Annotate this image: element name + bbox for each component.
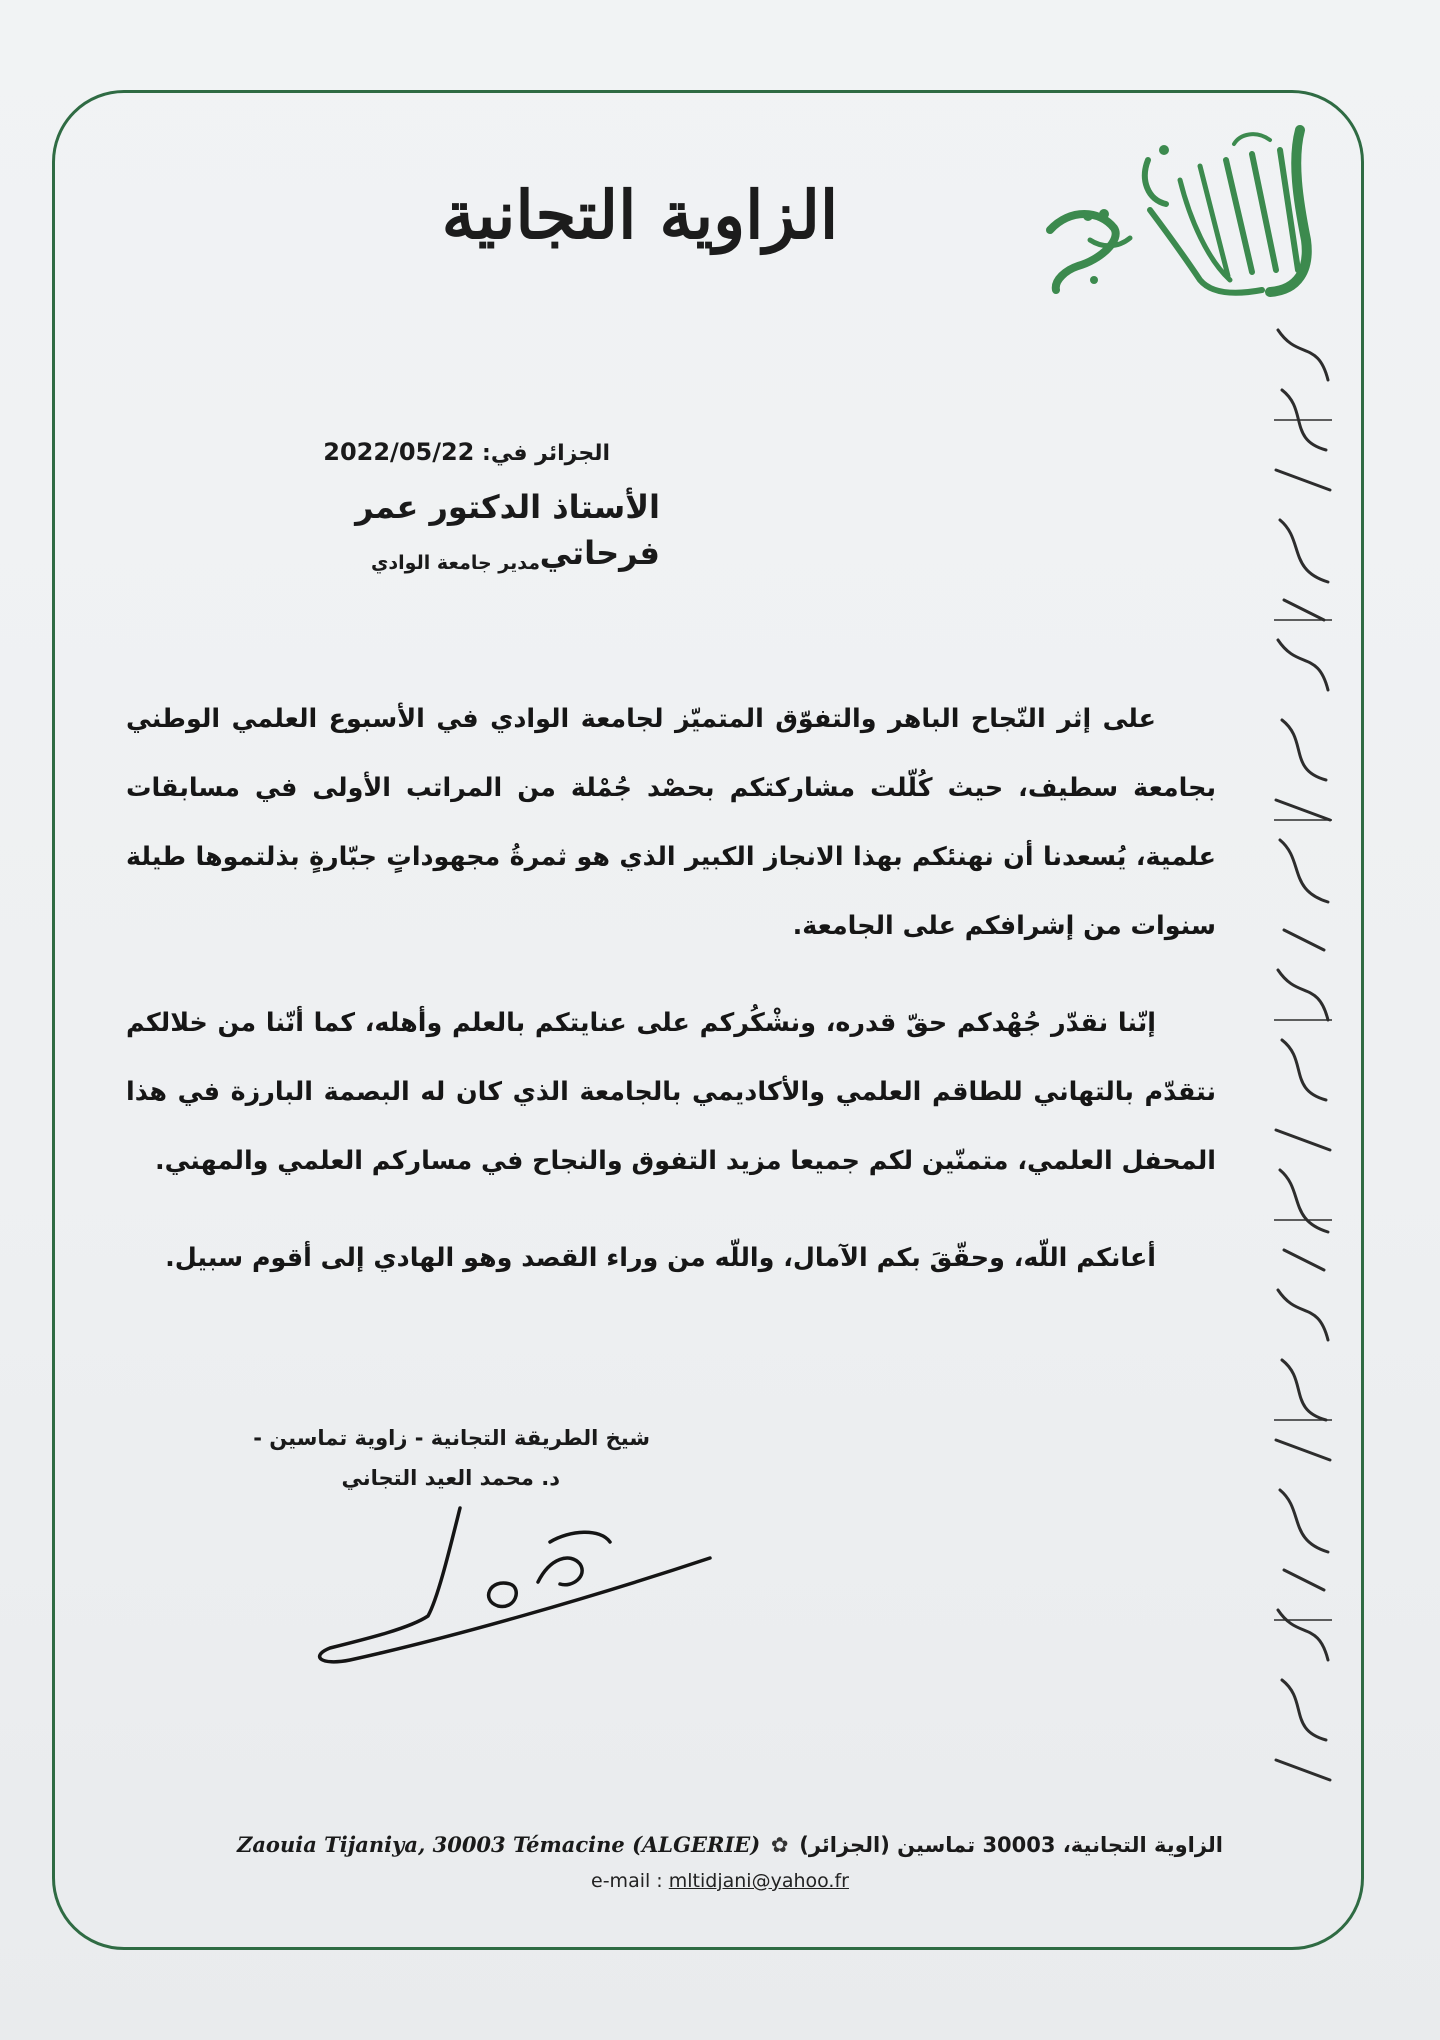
basmala-calligraphy-emblem [1030, 120, 1330, 300]
signatory-role: شيخ الطريقة التجانية - زاوية تماسين - [253, 1426, 650, 1450]
paragraph-2: إنّنا نقدّر جُهْدكم حقّ قدره، ونشْكُركم على عنايتكم بالعلم وأهله، كما أنّنا من خلالكم نتقدّم بالتهاني للطاقم العلمي والأكاديمي بالجامعة الذي كان له البصمة البارزة في هذا المحفل العلمي، متمنّين لكم جميعا مزيد التفوق والنجاح في مساركم العلمي والمهني. [126, 1007, 1216, 1175]
letter-body [126, 684, 1216, 1292]
handwritten-signature [310, 1488, 730, 1668]
footer-address [230, 1828, 1230, 1862]
document-title: الزاوية التجانية [441, 176, 839, 254]
signatory-block [170, 1418, 650, 1498]
footer-separator-icon: ✿ [770, 1833, 789, 1857]
decorative-calligraphy-strip [1268, 320, 1338, 1800]
recipient-title: مدير جامعة الوادي [371, 552, 540, 574]
footer-address-arabic: الزاوية التجانية، 30003 تماسين (الجزائر) [799, 1833, 1223, 1857]
email-label: e-mail : [591, 1870, 663, 1892]
date-line [250, 436, 610, 470]
email-link[interactable]: mltidjani@yahoo.fr [668, 1870, 849, 1892]
signatory-name: د. محمد العيد التجاني [341, 1466, 560, 1490]
paragraph-1: على إثر النّجاح الباهر والتفوّق المتميّز لجامعة الوادي في الأسبوع العلمي الوطني بجامعة سطيف، حيث كُلّلت مشاركتكم بحصْد جُمْلة من المراتب الأولى في مسابقات علمية، يُسعدنا أن نهنئكم بهذا الانجاز الكبير الذي هو ثمرةُ مجهوداتٍ جبّارةٍ بذلتموها طيلة سنوات من إشرافكم على الجامعة. [126, 703, 1216, 940]
recipient-name: الأستاذ الدكتور عمر فرحاتي [355, 488, 660, 572]
paragraph-3: أعانكم اللّه، وحقّقَ بكم الآمال، واللّه من وراء القصد وهو الهادي إلى أقوم سبيل. [165, 1242, 1156, 1272]
date-value: 2022/05/22 [323, 438, 475, 466]
footer-address-latin: Zaouia Tijaniya, 30003 Témacine (ALGERIE) [237, 1832, 761, 1857]
footer-email [520, 1866, 920, 1896]
date-label: الجزائر في: [482, 441, 610, 466]
